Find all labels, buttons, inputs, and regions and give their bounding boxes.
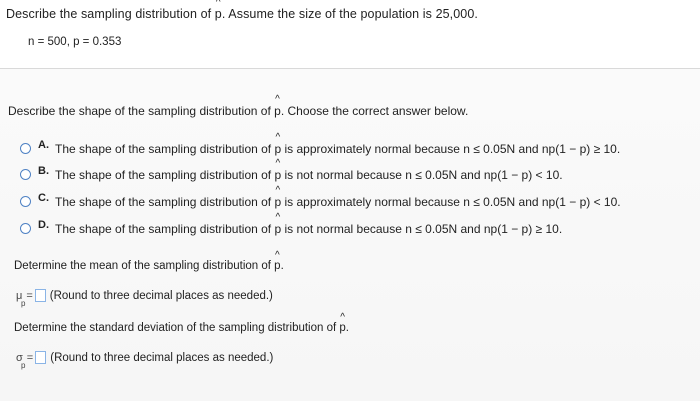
mean-answer-input[interactable]: [35, 289, 46, 302]
p-hat-symbol: ^ p: [274, 168, 281, 182]
p-hat-symbol: ^ p: [274, 104, 281, 118]
sd-prompt: [14, 322, 349, 334]
option-b[interactable]: [20, 165, 563, 183]
option-letter: A.: [38, 139, 49, 151]
option-text-after: is approximately normal because n ≤ 0.05N and np(1 − p) < 10.: [281, 195, 621, 209]
equals-sign: =: [26, 289, 33, 302]
option-text-before: The shape of the sampling distribution of: [55, 168, 275, 182]
p-hat-symbol: ^ p: [274, 222, 281, 236]
sigma-p-hat-symbol: [16, 351, 26, 370]
shape-prompt-after: . Choose the correct answer below.: [280, 104, 469, 118]
sd-prompt-before: Determine the standard deviation of the sampling distribution of: [14, 322, 340, 334]
p-hat-symbol: ^ p: [339, 322, 345, 334]
symbol-subscript: p: [21, 298, 26, 308]
shape-prompt: [8, 104, 468, 118]
equals-sign: =: [26, 351, 34, 364]
given-values: n = 500, p = 0.353: [28, 36, 122, 48]
mu-p-hat-symbol: [16, 289, 26, 308]
shape-prompt-before: Describe the shape of the sampling distribution of: [8, 104, 275, 118]
mean-prompt-after: .: [280, 260, 284, 272]
option-text-after: is not normal because n ≤ 0.05N and np(1 − p) ≥ 10.: [281, 222, 563, 236]
question-header: [0, 0, 700, 69]
radio-button-d[interactable]: [20, 223, 31, 234]
sd-prompt-after: .: [345, 322, 349, 334]
sd-answer-input[interactable]: [35, 351, 46, 364]
option-text-before: The shape of the sampling distribution of: [55, 195, 275, 209]
sigma-symbol: σ: [16, 351, 23, 364]
option-text: [55, 195, 621, 209]
p-hat-symbol: ^ p: [274, 195, 281, 209]
option-text-before: The shape of the sampling distribution of: [55, 222, 275, 236]
option-c[interactable]: [20, 192, 621, 210]
option-text-after: is not normal because n ≤ 0.05N and np(1 − p) < 10.: [281, 168, 563, 182]
option-text-after: is approximately normal because n ≤ 0.05N and np(1 − p) ≥ 10.: [281, 142, 621, 156]
radio-button-b[interactable]: [20, 169, 31, 180]
symbol-subscript: p: [21, 360, 26, 370]
mean-prompt-before: Determine the mean of the sampling distribution of: [14, 260, 275, 272]
option-text: [55, 222, 562, 236]
p-hat-symbol: ^ p: [274, 142, 281, 156]
question-title-after: . Assume the size of the population is 25,000.: [221, 7, 478, 21]
radio-button-a[interactable]: [20, 143, 31, 154]
option-letter: B.: [38, 165, 49, 177]
radio-button-c[interactable]: [20, 196, 31, 207]
mean-answer-line: [16, 289, 273, 308]
p-hat-symbol: ^ p: [215, 7, 222, 21]
sd-answer-line: [16, 351, 274, 370]
option-text: [55, 168, 563, 182]
option-letter: C.: [38, 192, 49, 204]
option-d[interactable]: [20, 219, 562, 237]
sd-rounding-hint: (Round to three decimal places as needed.): [50, 351, 274, 364]
question-title-before: Describe the sampling distribution of: [6, 7, 215, 21]
mu-symbol: μ: [16, 289, 23, 302]
option-text: [55, 142, 620, 156]
option-text-before: The shape of the sampling distribution of: [55, 142, 275, 156]
p-hat-symbol: ^ p: [274, 260, 280, 272]
option-a[interactable]: [20, 139, 620, 157]
mean-prompt: [14, 260, 284, 272]
mean-rounding-hint: (Round to three decimal places as needed.): [49, 289, 273, 302]
option-letter: D.: [38, 219, 49, 231]
question-title: [6, 7, 478, 21]
